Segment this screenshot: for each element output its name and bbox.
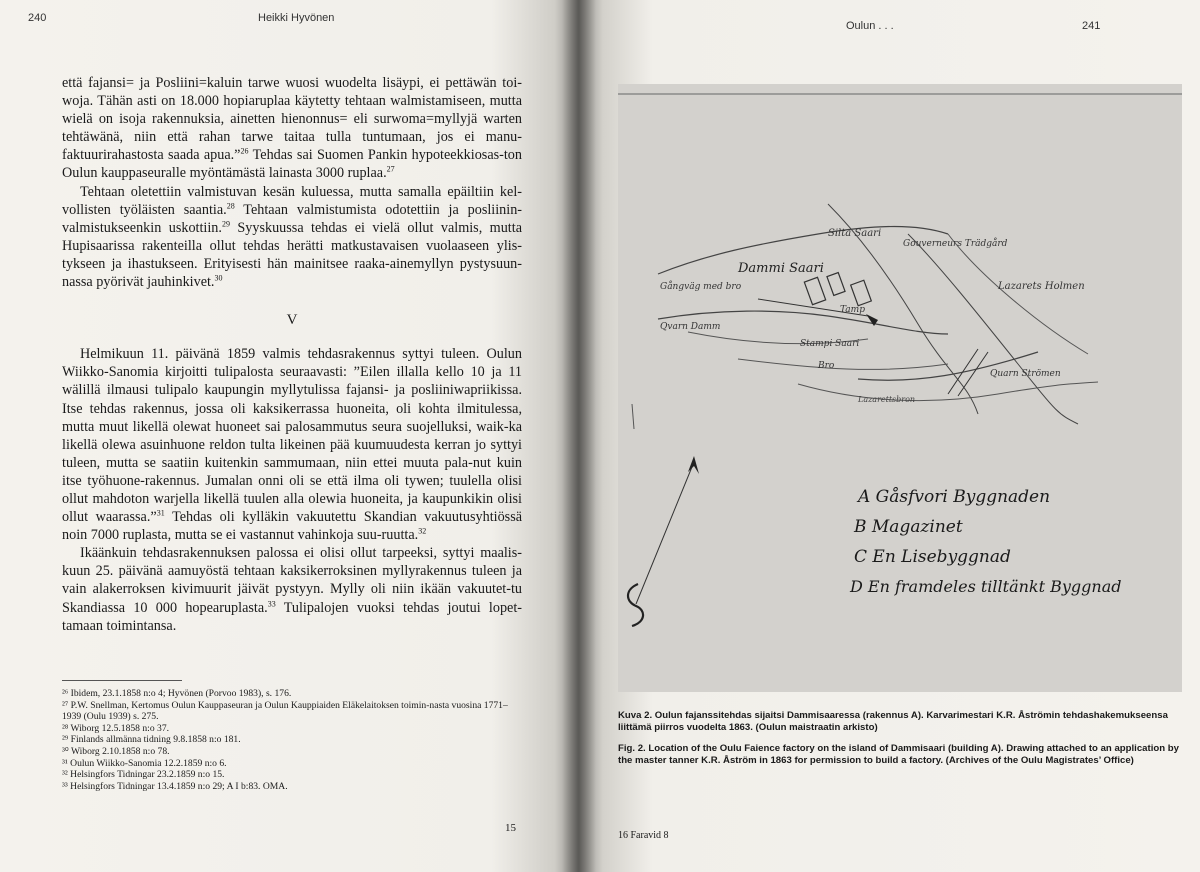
signature-mark: 15: [505, 822, 516, 834]
caption-finnish: Kuva 2. Oulun fajanssitehdas sijaitsi Dammisaaressa (rakennus A). Karvarimestari K.R. Åströmin tehdashakemukseensa liittämä piirros vuodelta 1863. (Oulun maistraatin arkisto): [618, 710, 1168, 734]
paragraph-2: Tehtaan oletettiin valmistuvan kesän kuluessa, mutta samalla epäiltiin kel-vollisten työläisten saantia.$^{28}$ Tehtaan valmistumista odotettiin ja posliinin-valmistukseenkin uskottiin.$^{29}$ Syyskuussa tehdas ei vielä ollut valmis, mutta Hupisaarissa rakenteilla ollut tehdas herätti matkustavaisen vuolaaseen ylis-tykseen ja ihastukseen. Erityisesti hän mainitsee raaka-ainemyllyn pystysuun-nassa pyörivät jauhinkivet.$^{30}$: [62, 183, 523, 291]
footnote: ³² Helsingfors Tidningar 23.2.1859 n:o 15.: [62, 769, 225, 781]
page-number-right: 241: [1082, 20, 1101, 32]
footnote: ³¹ Oulun Wiikko-Sanomia 12.2.1859 n:o 6.: [62, 757, 227, 769]
legend-b: B Magazinet: [854, 517, 963, 537]
footnote-rule: [62, 680, 182, 681]
footnote: ³³ Helsingfors Tidningar 13.4.1859 n:o 29; A I b:83. OMA.: [62, 780, 288, 792]
right-page: [578, 0, 1200, 872]
legend-a: A Gåsfvori Byggnaden: [858, 487, 1051, 507]
left-page: [0, 0, 578, 872]
running-head-right: Oulun . . .: [846, 20, 894, 32]
map-label-silta-saari: Silta Saari: [828, 228, 882, 239]
footnote: ²⁷ P.W. Snellman, Kertomus Oulun Kauppaseuran ja Oulun Kauppiaiden Eläkelaitoksen toimin-nasta vuosina 1771–1939 (Oulu 1939) s. 275.: [62, 699, 508, 723]
paragraph-3: Helmikuun 11. päivänä 1859 valmis tehdasrakennus syttyi tuleen. Oulun Wiikko-Sanomia kirjoitti tulipalosta seuraavasti: ”Eilen illalla kello 10 ja 11 wälillä ilmausi tulipalo kaupungin myllytulissa fajansi- ja posliiniwapriikissa. Itse tehdas rakennus, jossa oli kaksikerrassa huoneita, oli kohta ilmitulessa, mutta muut likellä olewat huoneet sai palosammutus seura suojelluksi, waik-ka likellä olewa asuinhuone reldon tulta likeinen pää kuumuudesta kerran jo syttyi tuleen, mutta se saatiin kuitenkin sammumaan, niin ettei muuta pala-nut kuin itse työhuone-rakennus. Jumalan onni oli se että ilma oli tywen; tuulella olisi ollut mahdoton warjella likellä tuulen alla olewia huoneita, ja kaupunkikin olisi ollut waarassa.”$^{31}$ Tehdas oli kylläkin vakuutettu Skandian vakuutusyhtiössä noin 7000 ruplasta, mutta se ei vastannut vahinkoja suu-ruutta.$^{32}$: [62, 346, 523, 544]
map-label-bro: Bro: [818, 361, 835, 371]
paragraph-4: Ikäänkuin tehdasrakennuksen palossa ei olisi ollut tarpeeksi, syttyi maalis-kuun 25. päivänä aamuyöstä tehtaan kaksikerroksinen myllyrakennus tuleen ja vain alakerroksen kivimuurit jäivät pystyyn. Mylly oli niin ikään vakuutet-tu Skandiassa 10 000 hopearuplasta.$^{33}$ Tulipalojen vuoksi tehdas joutui lopet-tamaan toimintansa.: [62, 545, 523, 634]
paragraph-1: että fajansi= ja Posliini=kaluin tarwe wuosi wuodelta lisäypi, ei pettäwän toi-woja. Tähän asti on 18.000 hopiaruplaa käytetty tehtaan walmistamiseen, mutta wielä on isoja rakennuksia, ainetten hienonnus= eli surwoma=myllyjä warten tehtäwänä, niin että rahan tarwe taitaa tulla tuntumaan, jos ei manu-faktuurirahastosta saada apua.”$^{26}$ Tehdas sai Suomen Pankin hypoteekkiosas-ton Oulun kauppaseuralle myöntämästä lainasta 3000 ruplaa.$^{27}$: [62, 75, 522, 182]
footnote: ²⁶ Ibidem, 23.1.1858 n:o 4; Hyvönen (Porvoo 1983), s. 176.: [62, 688, 292, 699]
running-head-left: Heikki Hyvönen: [258, 12, 335, 24]
map-label-lazarets-holmen: Lazarets Holmen: [998, 281, 1085, 292]
map-label-gouverneurs: Gouverneurs Trädgård: [903, 239, 1008, 249]
body-text: [62, 74, 522, 635]
map-label-gangvag: Gångväg med bro: [660, 282, 742, 292]
caption-english: Fig. 2. Location of the Oulu Faience factory on the island of Dammisaari (building A). Drawing attached to an application by the master tanner K.R. Åström in 1863 for permission to build a factory. (Archives of the Oulu Magistrates’ Office): [618, 742, 1179, 767]
legend-d: D En framdeles tilltänkt Byggnad: [850, 577, 1122, 596]
figure-caption: [618, 710, 1184, 776]
map-label-dammi-saari: Dammi Saari: [738, 261, 824, 276]
signature-line: 16 Faravid 8: [618, 830, 669, 841]
footnote: ²⁸ Wiborg 12.5.1858 n:o 37.: [62, 722, 170, 734]
historical-map-figure: [618, 84, 1182, 692]
footnote: ²⁹ Finlands allmänna tidning 9.8.1858 n:o 181.: [62, 734, 241, 746]
map-label-quarn-strommen: Quarn Strömen: [990, 369, 1061, 379]
footnote: ³⁰ Wiborg 2.10.1858 n:o 78.: [62, 745, 170, 757]
map-label-stampi-saari: Stampi Saari: [800, 339, 860, 349]
map-label-lazarettsbron: Lazarettsbron: [858, 395, 916, 404]
map-drawing: [618, 84, 1182, 692]
page-number-left: 240: [28, 12, 47, 24]
map-label-tamp: Tamp: [840, 305, 865, 315]
footnotes: [62, 688, 517, 792]
legend-c: C En Lisebyggnad: [854, 547, 1011, 567]
map-label-qvarn-damm: Qvarn Damm: [660, 322, 721, 332]
section-heading: V: [286, 312, 298, 329]
